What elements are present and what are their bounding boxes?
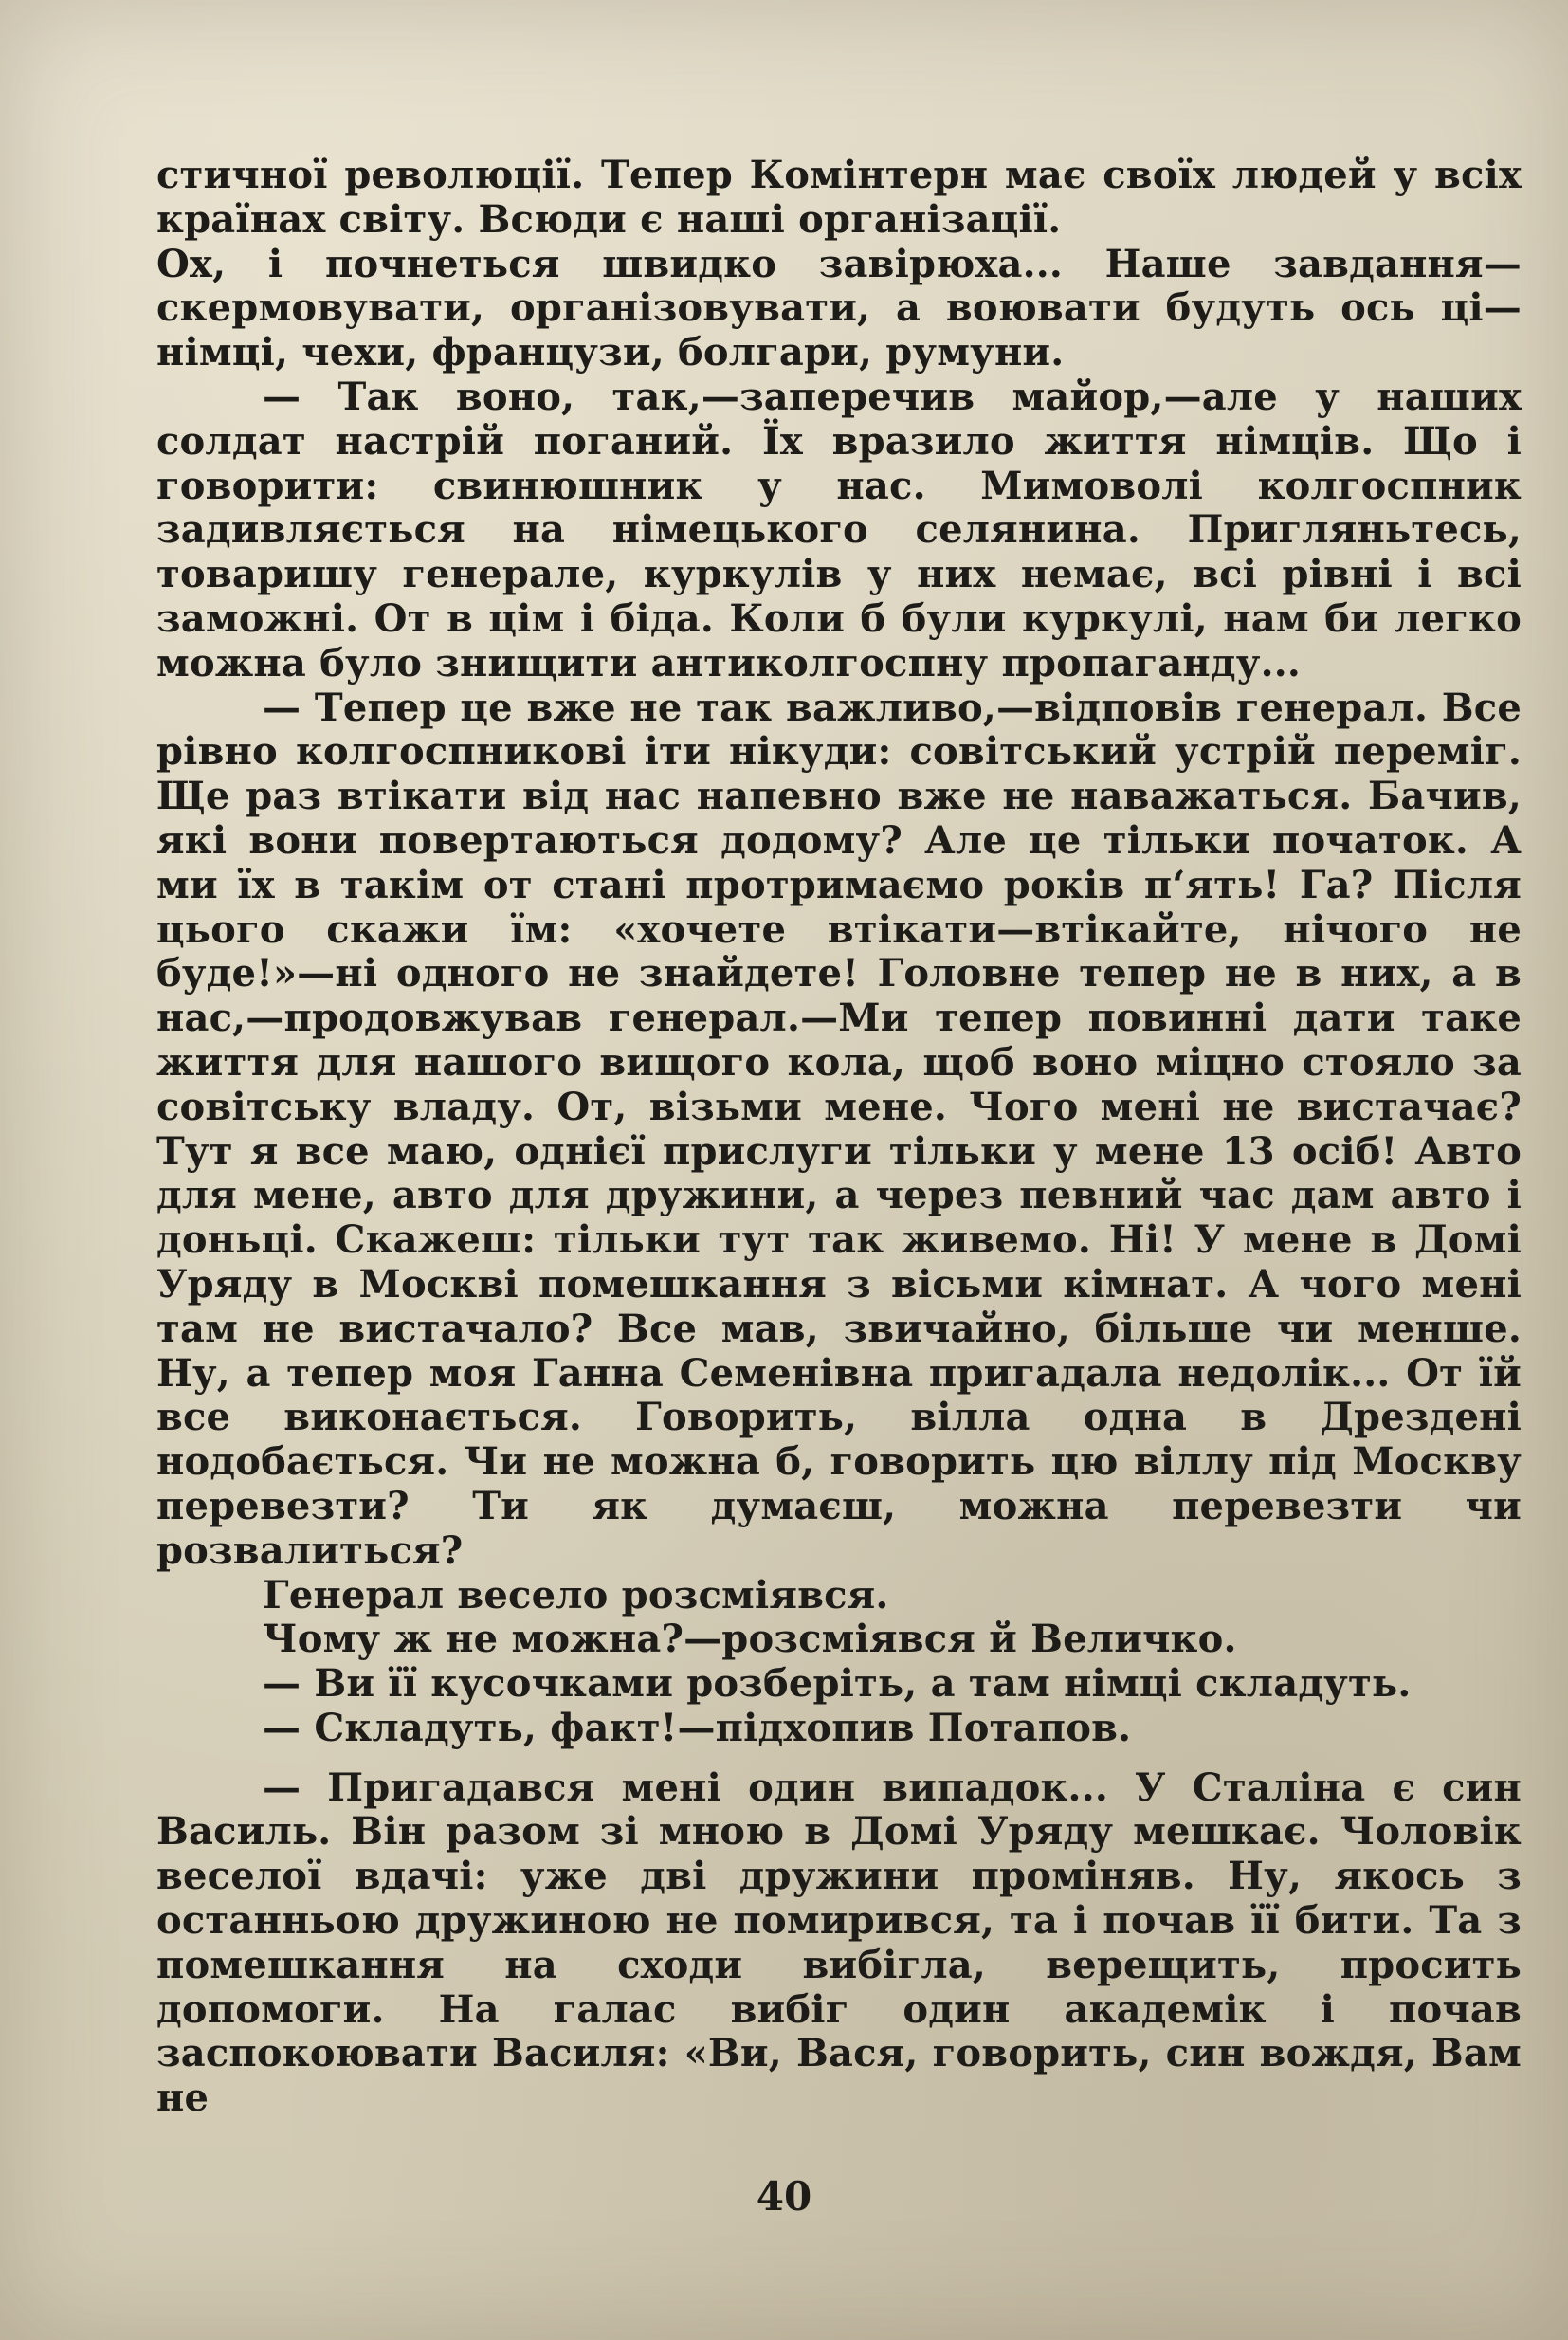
paragraph-8: — Складуть, факт!—підхопив Потапов. <box>263 1705 1132 1750</box>
paragraph-4: — Тепер це вже не так важливо,—відповів генерал. Все рівно колгоспникові іти нікуди: совітський устрій переміг. Ще раз втікати від нас напевно вже не наважаться. Бачив, які вони повертаються додому? Але це тільки початок. А ми їх в такім от стані протримаємо років п‘ять! Га? Після цього скажи їм: «хочете втікати—втікайте, нічого не буде!»—ні одного не знайдете! Головне тепер не в них, а в нас,—продовжував генерал.—Ми тепер повинні дати таке життя для нашого вищого кола, щоб воно міцно стояло за совітську владу. От, візьми мене. Чого мені не вистачає? Тут я все маю, однієї прислуги тільки у мене 13 осіб! Авто для мене, авто для дружини, а через певний час дам авто і доньці. Скажеш: тільки тут так живемо. Ні! У мене в Домі Уряду в Москві помешкання з вісьми кімнат. А чого мені там не вистачало? Все мав, звичайно, більше чи менше. Ну, а тепер моя Ганна Семенівна пригадала недолік... От їй все виконається. Говорить, вілла одна в Дрездені нодобається. Чи не можна б, говорить цю віллу під Москву перевезти? Ти як думаєш, можна перевезти чи розвалиться? <box>156 685 1522 1573</box>
paragraph-1: стичної революції. Тепер Комінтерн має своїх людей у всіх країнах світу. Всюди є наші організації. <box>156 153 1522 242</box>
page-body-text <box>156 154 1522 2121</box>
paragraph-6: Чому ж не можна?—розсміявся й Величко. <box>263 1617 1237 1662</box>
paragraph-3: — Так воно, так,—заперечив майор,—але у наших солдат настрій поганий. Їх вразило життя німців. Що і говорити: свинюшник у нас. Мимоволі колгоспник задивляється на німецького селянина. Пригляньтесь, товаришу генерале, куркулів у них немає, всі рівні і всі заможні. От в цім і біда. Коли б були куркулі, нам би легко можна було знищити антиколгоспну пропаганду... <box>156 374 1522 686</box>
paragraph-5: Генерал весело розсміявся. <box>263 1572 889 1618</box>
paragraph-7: — Ви її кусочками розберіть, а там німці складуть. <box>263 1661 1412 1707</box>
paragraph-2: Ох, і почнеться швидко завірюха... Наше завдання—скермовувати, організовувати, а воювати будуть ось ці—німці, чехи, французи, болгари, румуни. <box>156 241 1522 375</box>
page-number: 40 <box>756 2173 812 2220</box>
paragraph-9: — Пригадався мені один випадок... У Сталіна є син Василь. Він разом зі мною в Домі Уряду мешкає. Чоловік веселої вдачі: уже дві дружини проміняв. Ну, якось з останньою дружиною не помирився, та і почав її бити. Та з помешкання на сходи вибігла, верещить, просить допомоги. На галас вибіг один академік і почав заспокоювати Василя: «Ви, Вася, говорить, син вождя, Вам не <box>156 1764 1522 2121</box>
